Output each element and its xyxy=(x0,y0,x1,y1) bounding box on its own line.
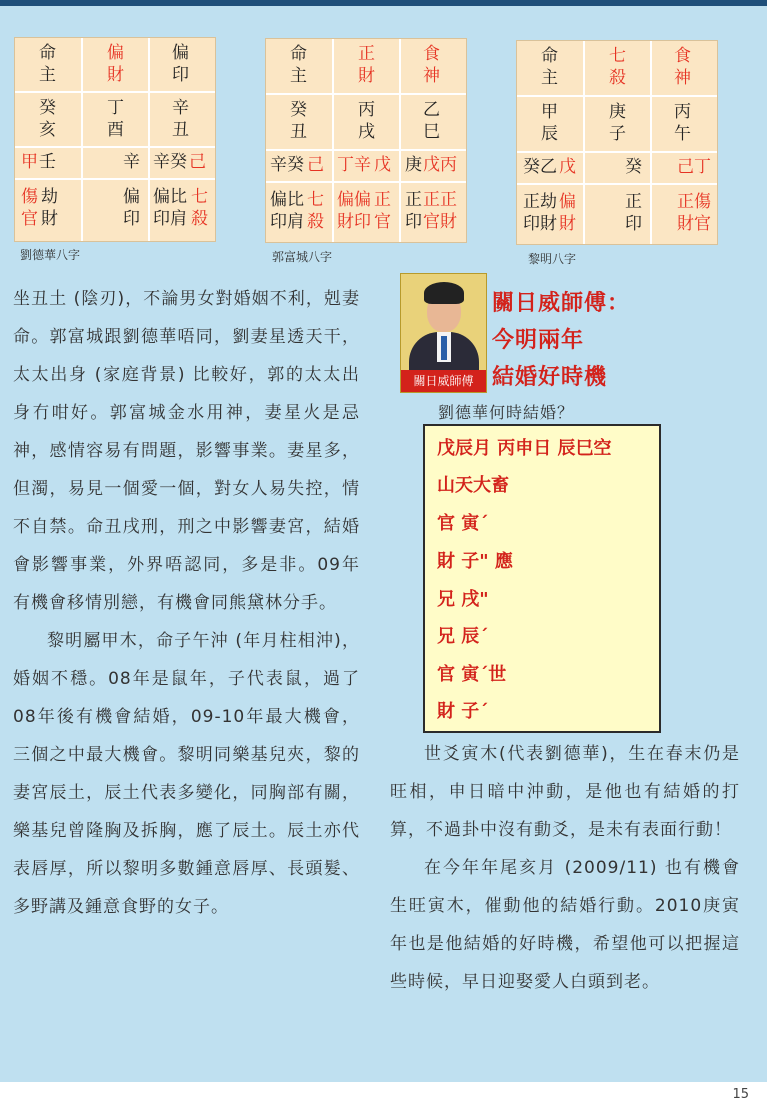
paragraph: 世爻寅木(代表劉德華)，生在春末仍是旺相，申日暗中沖動，是他也有結婚的打算，不過卦中沒有動爻，是未有表面行動！ xyxy=(390,744,740,840)
chart-cell: 庚 xyxy=(405,155,422,175)
chart-cell: 食 神 xyxy=(674,46,691,88)
chart-caption-liu: 劉德華八字 xyxy=(20,248,81,262)
paragraph: 黎明屬甲木，命子午沖 (年月柱相沖)，婚姻不穩。08年是鼠年，子代表鼠，過了08年後有機會結婚，09-10年最大機會，三個之中最大機會。黎明同樂基兒夾，黎的妻宮辰土，辰土代表多變化，同胸部有關，樂基兒曾隆胸及拆胸，應了辰土。辰土亦代表唇厚，所以黎明多數鍾意唇厚、長頭髮、多野講及鍾意食野的女子。 xyxy=(13,631,360,917)
author-photo xyxy=(400,273,487,393)
chart-cell: 丁 酉 xyxy=(107,98,124,140)
chart-cell: 癸 丑 xyxy=(290,100,307,142)
gua-line: 官 寅ˊ xyxy=(437,513,489,534)
chart-cell: 乙 巳 xyxy=(423,100,440,142)
divination-box xyxy=(423,424,661,733)
right-article-column xyxy=(390,735,740,1001)
chart-cell: 偏 印 xyxy=(123,187,140,229)
chart-cell: 偏比 印肩 xyxy=(270,190,304,232)
chart-cell: 甲 xyxy=(21,152,38,172)
chart-cell: 偏比 印肩 xyxy=(153,187,187,229)
chart-cell: 命 主 xyxy=(290,44,307,86)
gua-line: 財 子ˊ xyxy=(437,701,489,722)
chart-cell: 劫 財 xyxy=(41,187,58,229)
gua-line: 財 子" 應 xyxy=(437,551,513,572)
chart-cell: 正 印 xyxy=(625,192,642,234)
chart-cell: 正劫 印財 xyxy=(523,192,557,234)
chart-cell: 丙 午 xyxy=(674,102,691,144)
gua-line: 戊辰月 丙申日 辰巳空 xyxy=(437,438,612,459)
chart-cell: 傷 官 xyxy=(21,187,38,229)
chart-cell: 正 財 xyxy=(358,44,375,86)
paragraph: 坐丑土 (陰刃)，不論男女對婚姻不利，剋妻命。郭富城跟劉德華唔同，劉妻星透天干，太太出身 (家庭背景) 比較好，郭的太太出身冇咁好。郭富城金水用神，妻星火是忌神，感情容易有問題，影響事業。妻星多，但濁，易見一個愛一個，對女人易失控，情不自禁。命丑戌刑，刑之中影響妻宮，結婚會影響事業，外界唔認同，多是非。09年有機會移情別戀，有機會同熊黛林分手。 xyxy=(13,289,360,613)
chart-cell: 七 殺 xyxy=(191,187,208,229)
chart-caption-lai: 黎明八字 xyxy=(528,252,577,266)
chart-cell: 七 殺 xyxy=(307,190,324,232)
gua-line: 兄 辰ˊ xyxy=(437,626,489,647)
chart-cell: 癸 亥 xyxy=(39,98,56,140)
chart-cell: 偏 印 xyxy=(172,43,189,85)
gua-line: 山天大畜 xyxy=(437,475,509,496)
chart-cell: 壬 xyxy=(39,152,56,172)
chart-cell: 辛 xyxy=(123,152,140,172)
left-article-column xyxy=(13,280,360,926)
chart-cell: 辛癸 xyxy=(270,155,304,175)
top-bar xyxy=(0,0,767,6)
headline-line: 關日威師傅： xyxy=(492,291,631,316)
chart-cell: 戊 xyxy=(559,157,576,177)
chart-cell: 庚 子 xyxy=(609,102,626,144)
chart-cell: 己 xyxy=(307,155,324,175)
paragraph: 在今年年尾亥月 (2009/11) 也有機會生旺寅木，催動他的結婚行動。2010庚寅年也是他結婚的好時機，希望他可以把握這些時候，早日迎娶愛人白頭到老。 xyxy=(390,858,740,992)
subheading: 劉德華何時結婚？ xyxy=(438,403,575,422)
chart-cell: 命 主 xyxy=(39,43,56,85)
photo-name-tag: 關日威師傅 xyxy=(401,370,486,392)
chart-caption-kwok: 郭富城八字 xyxy=(272,250,333,264)
chart-cell: 甲 辰 xyxy=(541,102,558,144)
chart-cell: 丁辛 xyxy=(337,155,371,175)
chart-cell: 辛 丑 xyxy=(172,98,189,140)
chart-cell: 偏 財 xyxy=(559,192,576,234)
gua-line: 兄 戌" xyxy=(437,589,489,610)
chart-cell: 正傷 財官 xyxy=(677,192,711,234)
chart-cell: 偏偏 財印 xyxy=(337,190,371,232)
chart-cell: 命 主 xyxy=(541,46,558,88)
chart-cell: 七 殺 xyxy=(609,46,626,88)
bazi-chart-liu xyxy=(14,37,216,242)
chart-cell: 正 官 xyxy=(374,190,391,232)
chart-cell: 偏 財 xyxy=(107,43,124,85)
headline-line: 結婚好時機 xyxy=(492,365,608,390)
page-number: 15 xyxy=(732,1087,749,1102)
chart-cell: 己丁 xyxy=(677,157,711,177)
footer-band xyxy=(0,1082,767,1102)
chart-cell: 正正 官財 xyxy=(423,190,457,232)
chart-cell: 辛癸 xyxy=(153,152,187,172)
bazi-chart-kwok xyxy=(265,38,467,243)
bazi-chart-lai xyxy=(516,40,718,245)
headline-line: 今明兩年 xyxy=(492,328,585,353)
chart-cell: 己 xyxy=(189,152,206,172)
chart-cell: 癸乙 xyxy=(523,157,557,177)
chart-cell: 戊 xyxy=(374,155,391,175)
gua-line: 官 寅ˊ世 xyxy=(437,664,507,685)
chart-cell: 正 印 xyxy=(405,190,422,232)
chart-cell: 食 神 xyxy=(423,44,440,86)
chart-cell: 癸 xyxy=(625,157,642,177)
chart-cell: 戊丙 xyxy=(423,155,457,175)
chart-cell: 丙 戌 xyxy=(358,100,375,142)
headline xyxy=(492,285,630,396)
